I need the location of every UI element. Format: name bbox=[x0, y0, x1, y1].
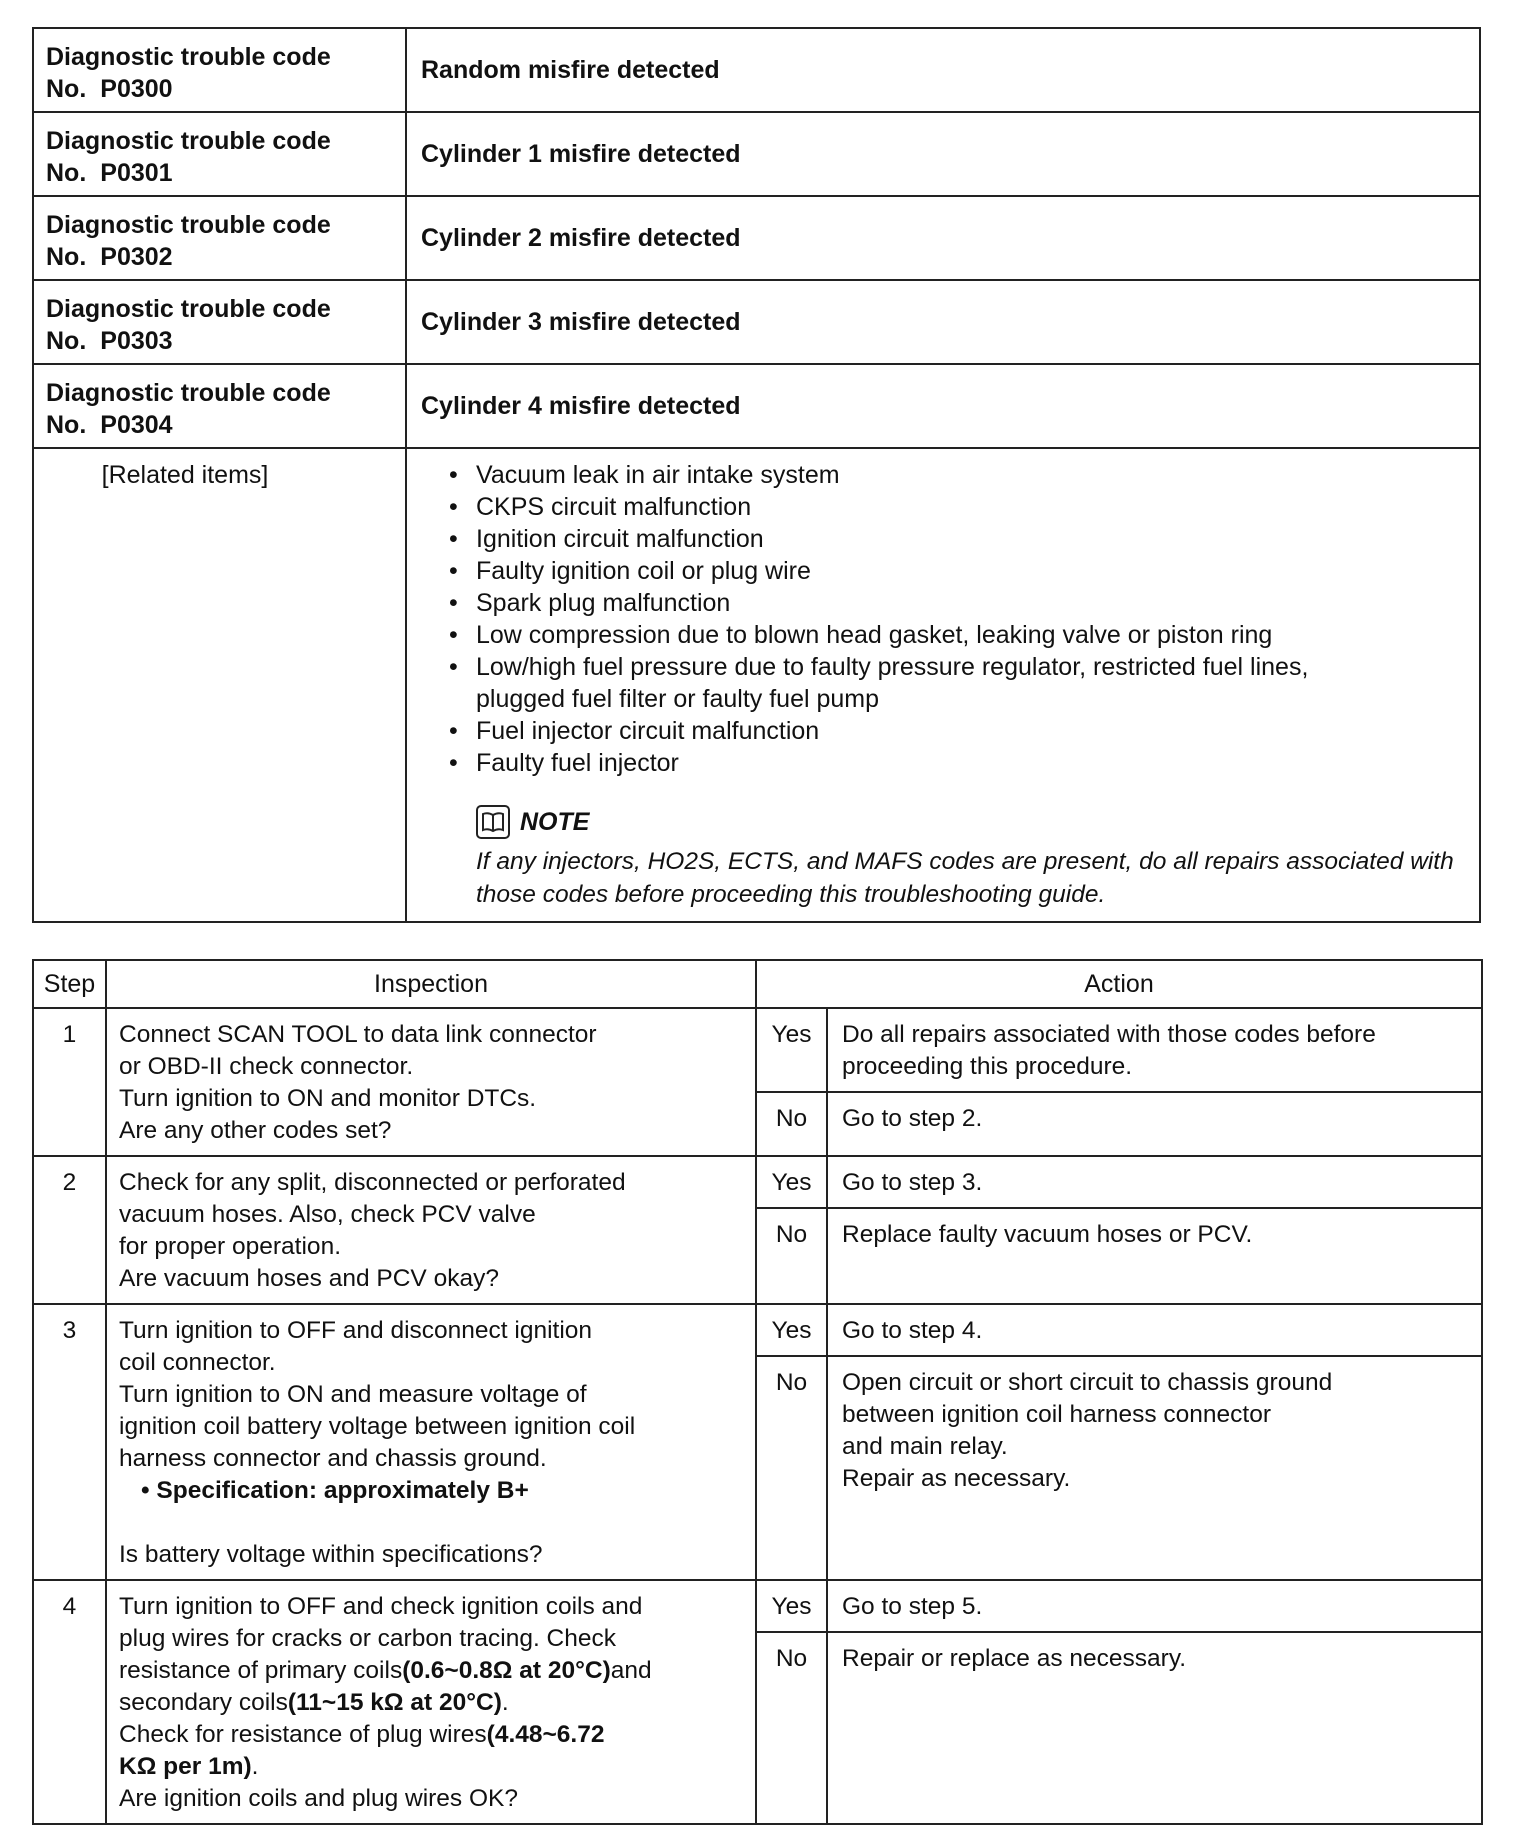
inspection-line: Check for any split, disconnected or perforated bbox=[119, 1169, 626, 1196]
list-item: • Vacuum leak in air intake system bbox=[445, 459, 1465, 491]
dtc-no-prefix: No. bbox=[46, 327, 87, 355]
list-item: • Low compression due to blown head gasket, leaking valve or piston ring bbox=[445, 619, 1465, 651]
step-inspection bbox=[106, 1580, 756, 1824]
yes-action: Go to step 3. bbox=[827, 1156, 1482, 1208]
table-row bbox=[33, 1008, 1482, 1092]
yes-action: Go to step 5. bbox=[827, 1580, 1482, 1632]
dtc-no-prefix: No. bbox=[46, 411, 87, 439]
dtc-label: Diagnostic trouble code bbox=[46, 43, 331, 71]
specification: • Specification: approximately B+ bbox=[141, 1477, 529, 1504]
dtc-table bbox=[32, 27, 1481, 923]
inspection-line: Are vacuum hoses and PCV okay? bbox=[119, 1265, 499, 1292]
related-items-list bbox=[445, 459, 1465, 779]
action-line: Open circuit or short circuit to chassis ground bbox=[842, 1369, 1333, 1396]
dtc-label: Diagnostic trouble code bbox=[46, 127, 331, 155]
related-items-content bbox=[406, 448, 1480, 922]
dtc-code: P0301 bbox=[100, 159, 173, 187]
dtc-description: Cylinder 3 misfire detected bbox=[406, 280, 1480, 364]
list-item: • Ignition circuit malfunction bbox=[445, 523, 1465, 555]
action-line: Repair as necessary. bbox=[842, 1465, 1071, 1492]
inspection-question: Are ignition coils and plug wires OK? bbox=[119, 1785, 519, 1812]
yes-action: Do all repairs associated with those codes before proceeding this procedure. bbox=[827, 1008, 1482, 1092]
inspection-line: plug wires for cracks or carbon tracing. Check bbox=[119, 1625, 616, 1652]
inspection-line: Connect SCAN TOOL to data link connector bbox=[119, 1021, 597, 1048]
list-item: • Faulty fuel injector bbox=[445, 747, 1465, 779]
step-inspection bbox=[106, 1156, 756, 1304]
inspection-line: or OBD-II check connector. bbox=[119, 1053, 414, 1080]
dtc-code: P0300 bbox=[100, 75, 173, 103]
related-items-row bbox=[33, 448, 1480, 922]
dtc-code: P0302 bbox=[100, 243, 173, 271]
inspection-line: resistance of primary coils(0.6~0.8Ω at 20°C)and bbox=[119, 1657, 652, 1684]
inspection-line: for proper operation. bbox=[119, 1233, 341, 1260]
dtc-row bbox=[33, 280, 1480, 364]
action-line: between ignition coil harness connector bbox=[842, 1401, 1272, 1428]
list-item: • CKPS circuit malfunction bbox=[445, 491, 1465, 523]
action-line: and main relay. bbox=[842, 1433, 1008, 1460]
dtc-row bbox=[33, 196, 1480, 280]
related-items-label: [Related items] bbox=[33, 448, 406, 922]
dtc-description: Cylinder 2 misfire detected bbox=[406, 196, 1480, 280]
yes-action: Go to step 4. bbox=[827, 1304, 1482, 1356]
list-item: • Spark plug malfunction bbox=[445, 587, 1465, 619]
dtc-label: Diagnostic trouble code bbox=[46, 379, 331, 407]
header-inspection: Inspection bbox=[106, 960, 756, 1008]
inspection-line: coil connector. bbox=[119, 1349, 276, 1376]
note-title: NOTE bbox=[520, 807, 590, 836]
note-block bbox=[445, 805, 1465, 911]
dtc-description: Cylinder 1 misfire detected bbox=[406, 112, 1480, 196]
dtc-label: Diagnostic trouble code bbox=[46, 211, 331, 239]
dtc-description: Cylinder 4 misfire detected bbox=[406, 364, 1480, 448]
yes-label: Yes bbox=[756, 1304, 827, 1356]
dtc-code: P0303 bbox=[100, 327, 173, 355]
dtc-row bbox=[33, 28, 1480, 112]
dtc-label: Diagnostic trouble code bbox=[46, 295, 331, 323]
dtc-no-prefix: No. bbox=[46, 75, 87, 103]
yes-label: Yes bbox=[756, 1156, 827, 1208]
yes-label: Yes bbox=[756, 1580, 827, 1632]
list-item: • Fuel injector circuit malfunction bbox=[445, 715, 1465, 747]
inspection-line: Are any other codes set? bbox=[119, 1117, 392, 1144]
inspection-line: KΩ per 1m). bbox=[119, 1753, 259, 1780]
dtc-no-prefix: No. bbox=[46, 243, 87, 271]
yes-label: Yes bbox=[756, 1008, 827, 1092]
no-label: No bbox=[756, 1356, 827, 1580]
inspection-line: Turn ignition to ON and measure voltage of bbox=[119, 1381, 587, 1408]
dtc-row bbox=[33, 112, 1480, 196]
inspection-question: Is battery voltage within specifications? bbox=[119, 1541, 543, 1568]
inspection-line: Turn ignition to OFF and disconnect ignition bbox=[119, 1317, 593, 1344]
inspection-line: Turn ignition to OFF and check ignition coils and bbox=[119, 1593, 643, 1620]
step-number: 3 bbox=[33, 1304, 106, 1580]
no-label: No bbox=[756, 1632, 827, 1824]
header-action: Action bbox=[756, 960, 1482, 1008]
list-item: • Low/high fuel pressure due to faulty pressure regulator, restricted fuel lines, plugged fuel filter or faulty fuel pump bbox=[445, 651, 1465, 715]
header-step: Step bbox=[33, 960, 106, 1008]
inspection-line: Check for resistance of plug wires(4.48~6.72 bbox=[119, 1721, 605, 1748]
list-item: • Faulty ignition coil or plug wire bbox=[445, 555, 1465, 587]
no-action bbox=[827, 1356, 1482, 1580]
inspection-line: Turn ignition to ON and monitor DTCs. bbox=[119, 1085, 537, 1112]
inspection-line: harness connector and chassis ground. bbox=[119, 1445, 547, 1472]
table-row bbox=[33, 1304, 1482, 1356]
table-row bbox=[33, 1580, 1482, 1632]
dtc-code-cell bbox=[33, 196, 406, 280]
dtc-code-cell bbox=[33, 28, 406, 112]
dtc-code: P0304 bbox=[100, 411, 173, 439]
steps-table bbox=[32, 959, 1483, 1825]
no-label: No bbox=[756, 1092, 827, 1156]
note-text: If any injectors, HO2S, ECTS, and MAFS codes are present, do all repairs associated with those codes before proceeding this troubleshooting guide. bbox=[476, 848, 1454, 908]
no-action: Repair or replace as necessary. bbox=[827, 1632, 1482, 1824]
table-row bbox=[33, 1156, 1482, 1208]
step-number: 1 bbox=[33, 1008, 106, 1156]
dtc-description: Random misfire detected bbox=[406, 28, 1480, 112]
dtc-no-prefix: No. bbox=[46, 159, 87, 187]
dtc-code-cell bbox=[33, 364, 406, 448]
dtc-code-cell bbox=[33, 112, 406, 196]
step-inspection bbox=[106, 1008, 756, 1156]
no-action: Replace faulty vacuum hoses or PCV. bbox=[827, 1208, 1482, 1304]
inspection-line: secondary coils(11~15 kΩ at 20°C). bbox=[119, 1689, 509, 1716]
no-label: No bbox=[756, 1208, 827, 1304]
step-number: 4 bbox=[33, 1580, 106, 1824]
step-number: 2 bbox=[33, 1156, 106, 1304]
book-icon bbox=[476, 805, 510, 839]
step-inspection bbox=[106, 1304, 756, 1580]
inspection-line: vacuum hoses. Also, check PCV valve bbox=[119, 1201, 536, 1228]
dtc-row bbox=[33, 364, 1480, 448]
steps-header-row bbox=[33, 960, 1482, 1008]
no-action: Go to step 2. bbox=[827, 1092, 1482, 1156]
inspection-line: ignition coil battery voltage between ignition coil bbox=[119, 1413, 636, 1440]
dtc-code-cell bbox=[33, 280, 406, 364]
